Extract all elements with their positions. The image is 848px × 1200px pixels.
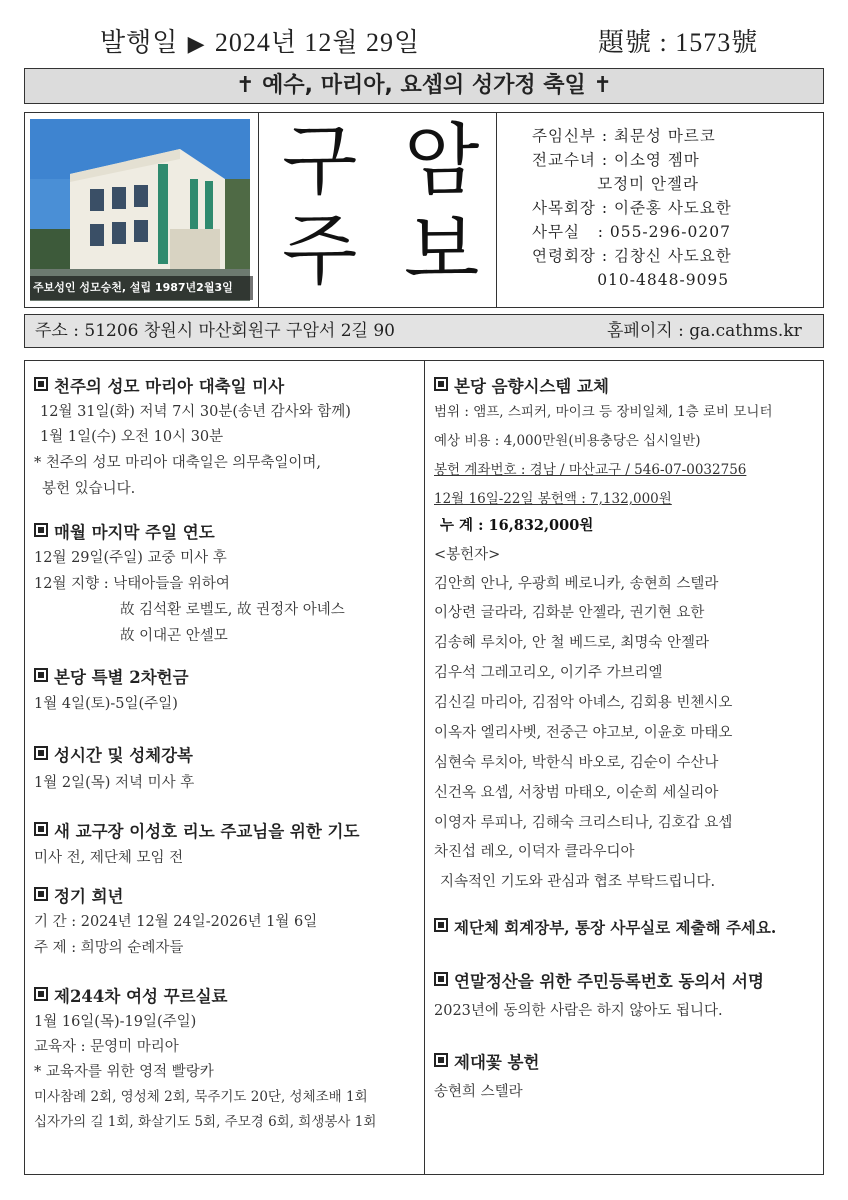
square-bullet-icon: [34, 746, 48, 760]
staff-line: 모정미 안젤라: [532, 175, 699, 193]
donor-line: 김우석 그레고리오, 이기주 가브리엘: [434, 665, 663, 681]
staff-line: 사목회장 : 이준홍 사도요한: [532, 199, 732, 217]
square-bullet-icon: [34, 377, 48, 391]
masthead-char-2: 암: [404, 116, 480, 206]
square-bullet-icon: [434, 1053, 448, 1067]
section-title-text: 매월 마지막 주일 연도: [54, 523, 215, 542]
divider: [258, 112, 259, 308]
account-line: 봉헌 계좌번호 : 경남 / 마산교구 / 546-07-0032756: [434, 462, 747, 478]
section-title-text: 제대꽃 봉헌: [454, 1053, 540, 1072]
staff-line: 주임신부 : 최문성 마르코: [532, 127, 716, 145]
square-bullet-icon: [34, 523, 48, 537]
column-divider: [424, 360, 425, 1175]
donor-line: 김신길 마리아, 김점악 아녜스, 김회용 빈첸시오: [434, 695, 733, 711]
section-title-text: 새 교구장 이성호 리노 주교님을 위한 기도: [54, 822, 360, 841]
text-line: 1월 1일(수) 오전 10시 30분: [40, 429, 224, 445]
donor-line: 이상련 글라라, 김화분 안젤라, 권기현 요한: [434, 605, 705, 621]
donor-line: 이영자 루피나, 김해숙 크리스티나, 김호갑 요셉: [434, 815, 733, 831]
text-line: 예상 비용 : 4,000만원(비용충당은 십시일반): [434, 433, 701, 449]
address: 주소 : 51206 창원시 마산회원구 구암서 2길 90: [35, 321, 395, 341]
text-line: 1월 2일(목) 저녁 미사 후: [34, 775, 195, 791]
text-line: * 천주의 성모 마리아 대축일은 의무축일이며,: [34, 455, 322, 471]
text-line: 故 이대곤 안셀모: [120, 628, 228, 644]
section-title: [34, 664, 189, 688]
donor-line: 김송혜 루치아, 안 철 베드로, 최명숙 안젤라: [434, 635, 709, 651]
section-title: [34, 883, 124, 907]
section-title: [34, 519, 215, 543]
section-title: [34, 373, 284, 397]
photo-caption: 주보성인 성모승천, 설립 1987년2월3일: [30, 276, 253, 300]
text-line: * 교육자를 위한 영적 빨랑카: [34, 1064, 214, 1080]
address-bar: [24, 314, 824, 348]
section-title: [34, 983, 227, 1007]
masthead-char-1: 구: [282, 116, 358, 206]
masthead-char-3: 주: [282, 206, 358, 296]
section-title-text: 성시간 및 성체강복: [54, 746, 194, 765]
section-title-text: 제244차 여성 꾸르실료: [54, 987, 228, 1006]
section-title-text: 연말정산을 위한 주민등록번호 동의서 서명: [454, 972, 764, 991]
masthead-char-4: 보: [404, 206, 480, 296]
square-bullet-icon: [434, 918, 448, 932]
text-line: 기 간 : 2024년 12월 24일-2026년 1월 6일: [34, 914, 318, 930]
text-line: 봉헌 있습니다.: [42, 481, 136, 497]
homepage[interactable]: 홈페이지 : ga.cathms.kr: [607, 321, 802, 341]
text-line: 12월 31일(화) 저녁 7시 30분(송년 감사와 함께): [40, 404, 351, 420]
divider: [496, 112, 497, 308]
section-title: [434, 1049, 539, 1073]
staff-line: 연령회장 : 김창신 사도요한: [532, 247, 732, 265]
text-line: 2023년에 동의한 사람은 하지 않아도 됩니다.: [434, 1003, 723, 1019]
text-line: 故 김석환 로벨도, 故 권정자 아녜스: [120, 602, 345, 618]
donation-amount-line: 12월 16일-22일 봉헌액 : 7,132,000원: [434, 491, 672, 507]
text-line: 1월 4일(토)-5일(주일): [34, 696, 178, 712]
donor-line: 이옥자 엘리사벳, 전중근 야고보, 이윤호 마태오: [434, 725, 733, 741]
staff-line: 사무실 : 055-296-0207: [532, 223, 731, 241]
donor-line: 심현숙 루치아, 박한식 바오로, 김순이 수산나: [434, 755, 719, 771]
feast-title: ✝ 예수, 마리아, 요셉의 성가정 축일 ✝: [24, 68, 824, 104]
staff-line: 전교수녀 : 이소영 젬마: [532, 151, 700, 169]
issue-date-line: [100, 22, 420, 59]
square-bullet-icon: [34, 887, 48, 901]
square-bullet-icon: [34, 822, 48, 836]
section-title: [434, 373, 609, 397]
text-line: 미사 전, 제단체 모임 전: [34, 850, 184, 866]
donor-heading: <봉헌자>: [434, 547, 501, 563]
closing-line: 지속적인 기도와 관심과 협조 부탁드립니다.: [440, 874, 716, 890]
church-photo: [30, 119, 250, 301]
square-bullet-icon: [434, 377, 448, 391]
issue-date: 2024년 12월 29일: [214, 28, 421, 57]
text-line: 12월 29일(주일) 교중 미사 후: [34, 550, 227, 566]
donor-line: 신건옥 요셉, 서창범 마태오, 이순희 세실리아: [434, 785, 719, 801]
square-bullet-icon: [34, 987, 48, 1001]
text-line: 송현희 스텔라: [434, 1084, 523, 1100]
staff-list: [532, 124, 732, 292]
section-title: [34, 742, 193, 766]
section-title-text: 제단체 회계장부, 통장 사무실로 제출해 주세요.: [454, 918, 777, 937]
text-line: 미사참례 2회, 영성체 2회, 묵주기도 20단, 성체조배 1회: [34, 1089, 368, 1105]
donor-line: 김안희 안나, 우광희 베로니카, 송현희 스텔라: [434, 576, 719, 592]
section-title-text: 본당 특별 2차헌금: [54, 668, 189, 687]
total-line: 누 계 : 16,832,000원: [440, 517, 594, 534]
section-title-text: 천주의 성모 마리아 대축일 미사: [54, 377, 285, 396]
issue-label: 발행일: [100, 28, 179, 58]
text-line: 주 제 : 희망의 순례자들: [34, 940, 184, 956]
text-line: 12월 지향 : 낙태아들을 위하여: [34, 576, 230, 592]
arrow-icon: ▶: [187, 32, 206, 57]
issue-number: 題號 : 1573號: [598, 28, 759, 57]
section-title: [434, 968, 764, 992]
text-line: 범위 : 앰프, 스피커, 마이크 등 장비일체, 1층 로비 모니터: [434, 404, 773, 420]
text-line: 십자가의 길 1회, 화살기도 5회, 주모경 6회, 희생봉사 1회: [34, 1114, 377, 1130]
square-bullet-icon: [34, 668, 48, 682]
section-title: [434, 916, 776, 938]
staff-line: 010-4848-9095: [532, 271, 730, 289]
section-title-text: 본당 음향시스템 교체: [454, 377, 609, 396]
square-bullet-icon: [434, 972, 448, 986]
text-line: 1월 16일(목)-19일(주일): [34, 1014, 197, 1030]
section-title: [34, 818, 359, 842]
donor-line: 차진섭 레오, 이덕자 클라우디아: [434, 844, 635, 860]
section-title-text: 정기 희년: [54, 887, 124, 906]
text-line: 교육자 : 문영미 마리아: [34, 1039, 179, 1055]
